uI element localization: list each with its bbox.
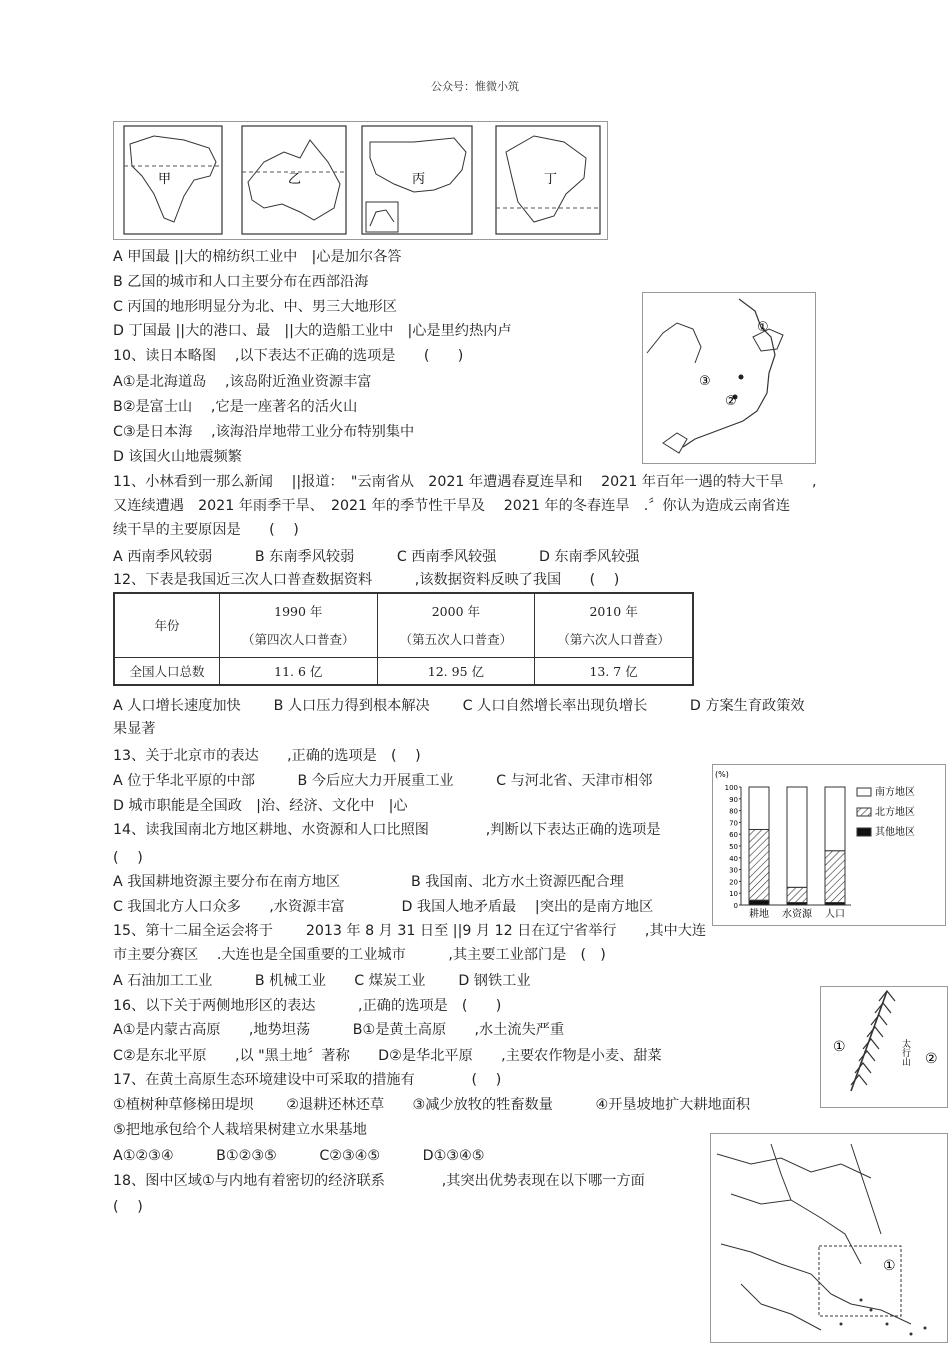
legend-label: 北方地区 — [875, 807, 915, 818]
bar-segment — [825, 851, 845, 903]
legend-swatch — [857, 808, 871, 816]
page-header: 公众号：惟微小筑 — [431, 80, 519, 93]
q14-options-1: A 我国耕地资源主要分布在南方地区 B 我国南、北方水土资源匹配合理 — [113, 874, 624, 890]
japan-label-2: ② — [725, 394, 737, 409]
y-tick-label: 30 — [729, 866, 738, 875]
legend-label: 南方地区 — [875, 787, 915, 798]
census-table — [113, 592, 694, 686]
q9-option-b: B 乙国的城市和人口主要分布在西部沿海 — [113, 274, 369, 290]
legend-swatch — [857, 788, 871, 796]
y-tick-label: 50 — [729, 843, 738, 851]
bar-segment — [787, 787, 807, 887]
y-tick-label: 80 — [729, 807, 738, 816]
country-maps-svg — [114, 122, 607, 239]
table-col-2000 — [377, 593, 535, 657]
bar-segment — [787, 887, 807, 902]
fig16-label-2: ② — [925, 1051, 938, 1067]
q12-stem: 12、下表是我国近三次人口普查数据资料 ,该数据资料反映了我国 ( ) — [113, 572, 620, 588]
q13-options-2: D 城市职能是全国政 |治、经济、文化中 |心 — [113, 798, 408, 814]
fig18-label-1: ① — [883, 1258, 896, 1274]
table-total-label: 全国人口总数 — [114, 657, 220, 685]
y-tick-label: 10 — [729, 890, 738, 899]
q16-options-2: C②是东北平原 ,以 "黑土地〞著称 D②是华北平原 ,主要农作物是小麦、甜菜 — [113, 1048, 662, 1064]
india-outline — [130, 136, 216, 222]
year-2010: 2010 年 — [589, 604, 638, 620]
map-label-jia: 甲 — [158, 172, 172, 187]
census-4th: （第四次人口普查） — [242, 632, 355, 648]
japan-label-3: ③ — [699, 374, 711, 389]
city-dot — [739, 375, 744, 380]
year-1990: 1990 年 — [274, 604, 323, 620]
map-label-bing: 丙 — [412, 172, 426, 187]
year-2000: 2000 年 — [431, 604, 481, 620]
q17-stem: 17、在黄土高原生态环境建设中可采取的措施有 ( ) — [113, 1072, 502, 1088]
q17-items-1: ①植树种草修梯田堤坝 ②退耕还林还草 ③减少放牧的牲畜数量 ④开垦坡地扩大耕地面积 — [113, 1097, 751, 1113]
y-tick-label: 20 — [729, 878, 738, 887]
pearl-river-map-svg — [711, 1134, 947, 1342]
q13-options-1: A 位于华北平原的中部 B 今后应大力开展重工业 C 与河北省、天津市相邻 — [113, 773, 653, 789]
mountain-range — [851, 991, 895, 1091]
bar-segment — [749, 900, 769, 905]
x-tick-label: 水资源 — [782, 909, 812, 920]
legend-swatch — [857, 828, 871, 836]
y-axis-label: (%) — [715, 770, 729, 779]
table-col-1990 — [220, 593, 378, 657]
japan-label-1: ① — [757, 320, 769, 335]
total-1990: 11. 6 亿 — [220, 657, 378, 685]
fig16-label-1: ① — [833, 1039, 846, 1055]
q10-option-d: D 该国火山地震频繁 — [113, 449, 242, 465]
q9-option-a: A 甲国最 ||大的棉纺织工业中 |心是加尔各答 — [113, 249, 402, 265]
q15-line-2: 市主要分赛区 .大连也是全国重要的工业城市 ,其主要工业部门是 ( ) — [113, 947, 606, 963]
q12-options-2: 果显著 — [113, 721, 156, 737]
legend — [857, 785, 915, 838]
census-5th: （第五次人口普查） — [399, 632, 513, 648]
stacked-bar-chart — [713, 765, 945, 925]
bar-segment — [749, 787, 769, 829]
taihang-svg — [821, 987, 947, 1107]
q15-options: A 石油加工工业 B 机械工业 C 煤炭工业 D 钢铁工业 — [113, 973, 531, 989]
q10-option-a: A①是北海道岛 ,该岛附近渔业资源丰富 — [113, 374, 372, 390]
q16-stem: 16、以下关于两侧地形区的表达 ,正确的选项是 ( ) — [113, 998, 502, 1014]
q10-option-c: C③是日本海 ,该海沿岸地带工业分布特别集中 — [113, 424, 415, 440]
bar-segment — [749, 829, 769, 900]
bar-segment — [825, 787, 845, 851]
japan-map-svg — [643, 293, 815, 463]
q12-options-1: A 人口增长速度加快 B 人口压力得到根本解决 C 人口自然增长率出现负增长 D 方案生育政策效 — [113, 698, 805, 714]
y-tick-label: 40 — [729, 854, 738, 863]
x-labels — [749, 907, 845, 920]
total-2010: 13. 7 亿 — [535, 657, 693, 685]
south-north-chart-figure — [712, 764, 946, 926]
q10-option-b: B②是富士山 ,它是一座著名的活火山 — [113, 399, 358, 415]
y-tick-label: 90 — [729, 795, 738, 804]
q17-items-2: ⑤把地承包给个人栽培果树建立水果基地 — [113, 1122, 367, 1138]
alaska-inset — [366, 202, 398, 232]
map-label-yi: 乙 — [288, 172, 302, 187]
q13-stem: 13、关于北京市的表达 ,正确的选项是 ( ) — [113, 748, 421, 764]
q17-options: A①②③④ B①②③⑤ C②③④⑤ D①③④⑤ — [113, 1148, 485, 1164]
taihang-label: 太行山 — [900, 1039, 910, 1066]
taihang-figure — [820, 986, 948, 1108]
x-tick-label: 人口 — [825, 909, 845, 920]
q11-line-3: 续干旱的主要原因是 ( ) — [113, 522, 299, 538]
kyushu-outline — [663, 433, 687, 453]
country-maps-figure — [113, 121, 608, 240]
alaska-outline — [370, 210, 394, 226]
mainland-coast — [647, 323, 701, 363]
q14-paren: ( ) — [113, 850, 143, 866]
q11-options: A 西南季风较弱 B 东南季风较弱 C 西南季风较强 D 东南季风较强 — [113, 549, 640, 565]
q14-stem: 14、读我国南北方地区耕地、水资源和人口比照图 ,判断以下表达正确的选项是 — [113, 822, 661, 838]
map-frame-jia — [124, 126, 222, 234]
x-tick-label: 耕地 — [749, 909, 769, 920]
legend-label: 其他地区 — [875, 827, 915, 838]
q18-stem: 18、图中区域①与内地有着密切的经济联系 ,其突出优势表现在以下哪一方面 — [113, 1173, 645, 1189]
q11-line-2: 又连续遭遇 2021 年雨季干旱、 2021 年的季节性干旱及 2021 年的冬春连旱 .〞你认为造成云南省连 — [113, 498, 791, 514]
q10-stem: 10、读日本略图 ,以下表达不正确的选项是 ( ) — [113, 348, 464, 364]
q16-options-1: A①是内蒙古高原 ,地势坦荡 B①是黄土高原 ,水土流失严重 — [113, 1022, 565, 1038]
total-2000: 12. 95 亿 — [377, 657, 535, 685]
japan-map-figure — [642, 292, 816, 464]
q14-options-2: C 我国北方人口众多 ,水资源丰富 D 我国人地矛盾最 |突出的是南方地区 — [113, 899, 654, 915]
map-label-ding: 丁 — [544, 172, 558, 187]
census-6th: （第六次人口普查） — [557, 632, 670, 648]
pearl-river-map-figure — [710, 1133, 948, 1343]
q11-line-1: 11、小林看到一那么新闻 ||报道： "云南省从 2021 年遭遇春夏连旱和 2021 年百年一遇的特大干旱 , — [113, 474, 817, 490]
q15-line-1: 15、第十二届全运会将于 2013 年 8 月 31 日至 ||9 月 12 日在辽宁省举行 ,其中大连 — [113, 923, 707, 939]
q9-option-d: D 丁国最 ||大的港口、最 ||大的造船工业中 |心是里约热内卢 — [113, 323, 512, 339]
y-tick-label: 60 — [729, 831, 738, 840]
y-tick-label: 70 — [729, 819, 738, 828]
q18-paren: ( ) — [113, 1199, 143, 1215]
y-tick-label: 100 — [724, 784, 738, 792]
q9-option-c: C 丙国的地形明显分为北、中、男三大地形区 — [113, 299, 397, 315]
bars — [749, 787, 845, 905]
table-col-2010 — [535, 593, 693, 657]
y-tick-label: 0 — [733, 902, 738, 910]
river-network — [717, 1144, 911, 1330]
table-year-header: 年份 — [114, 593, 220, 657]
